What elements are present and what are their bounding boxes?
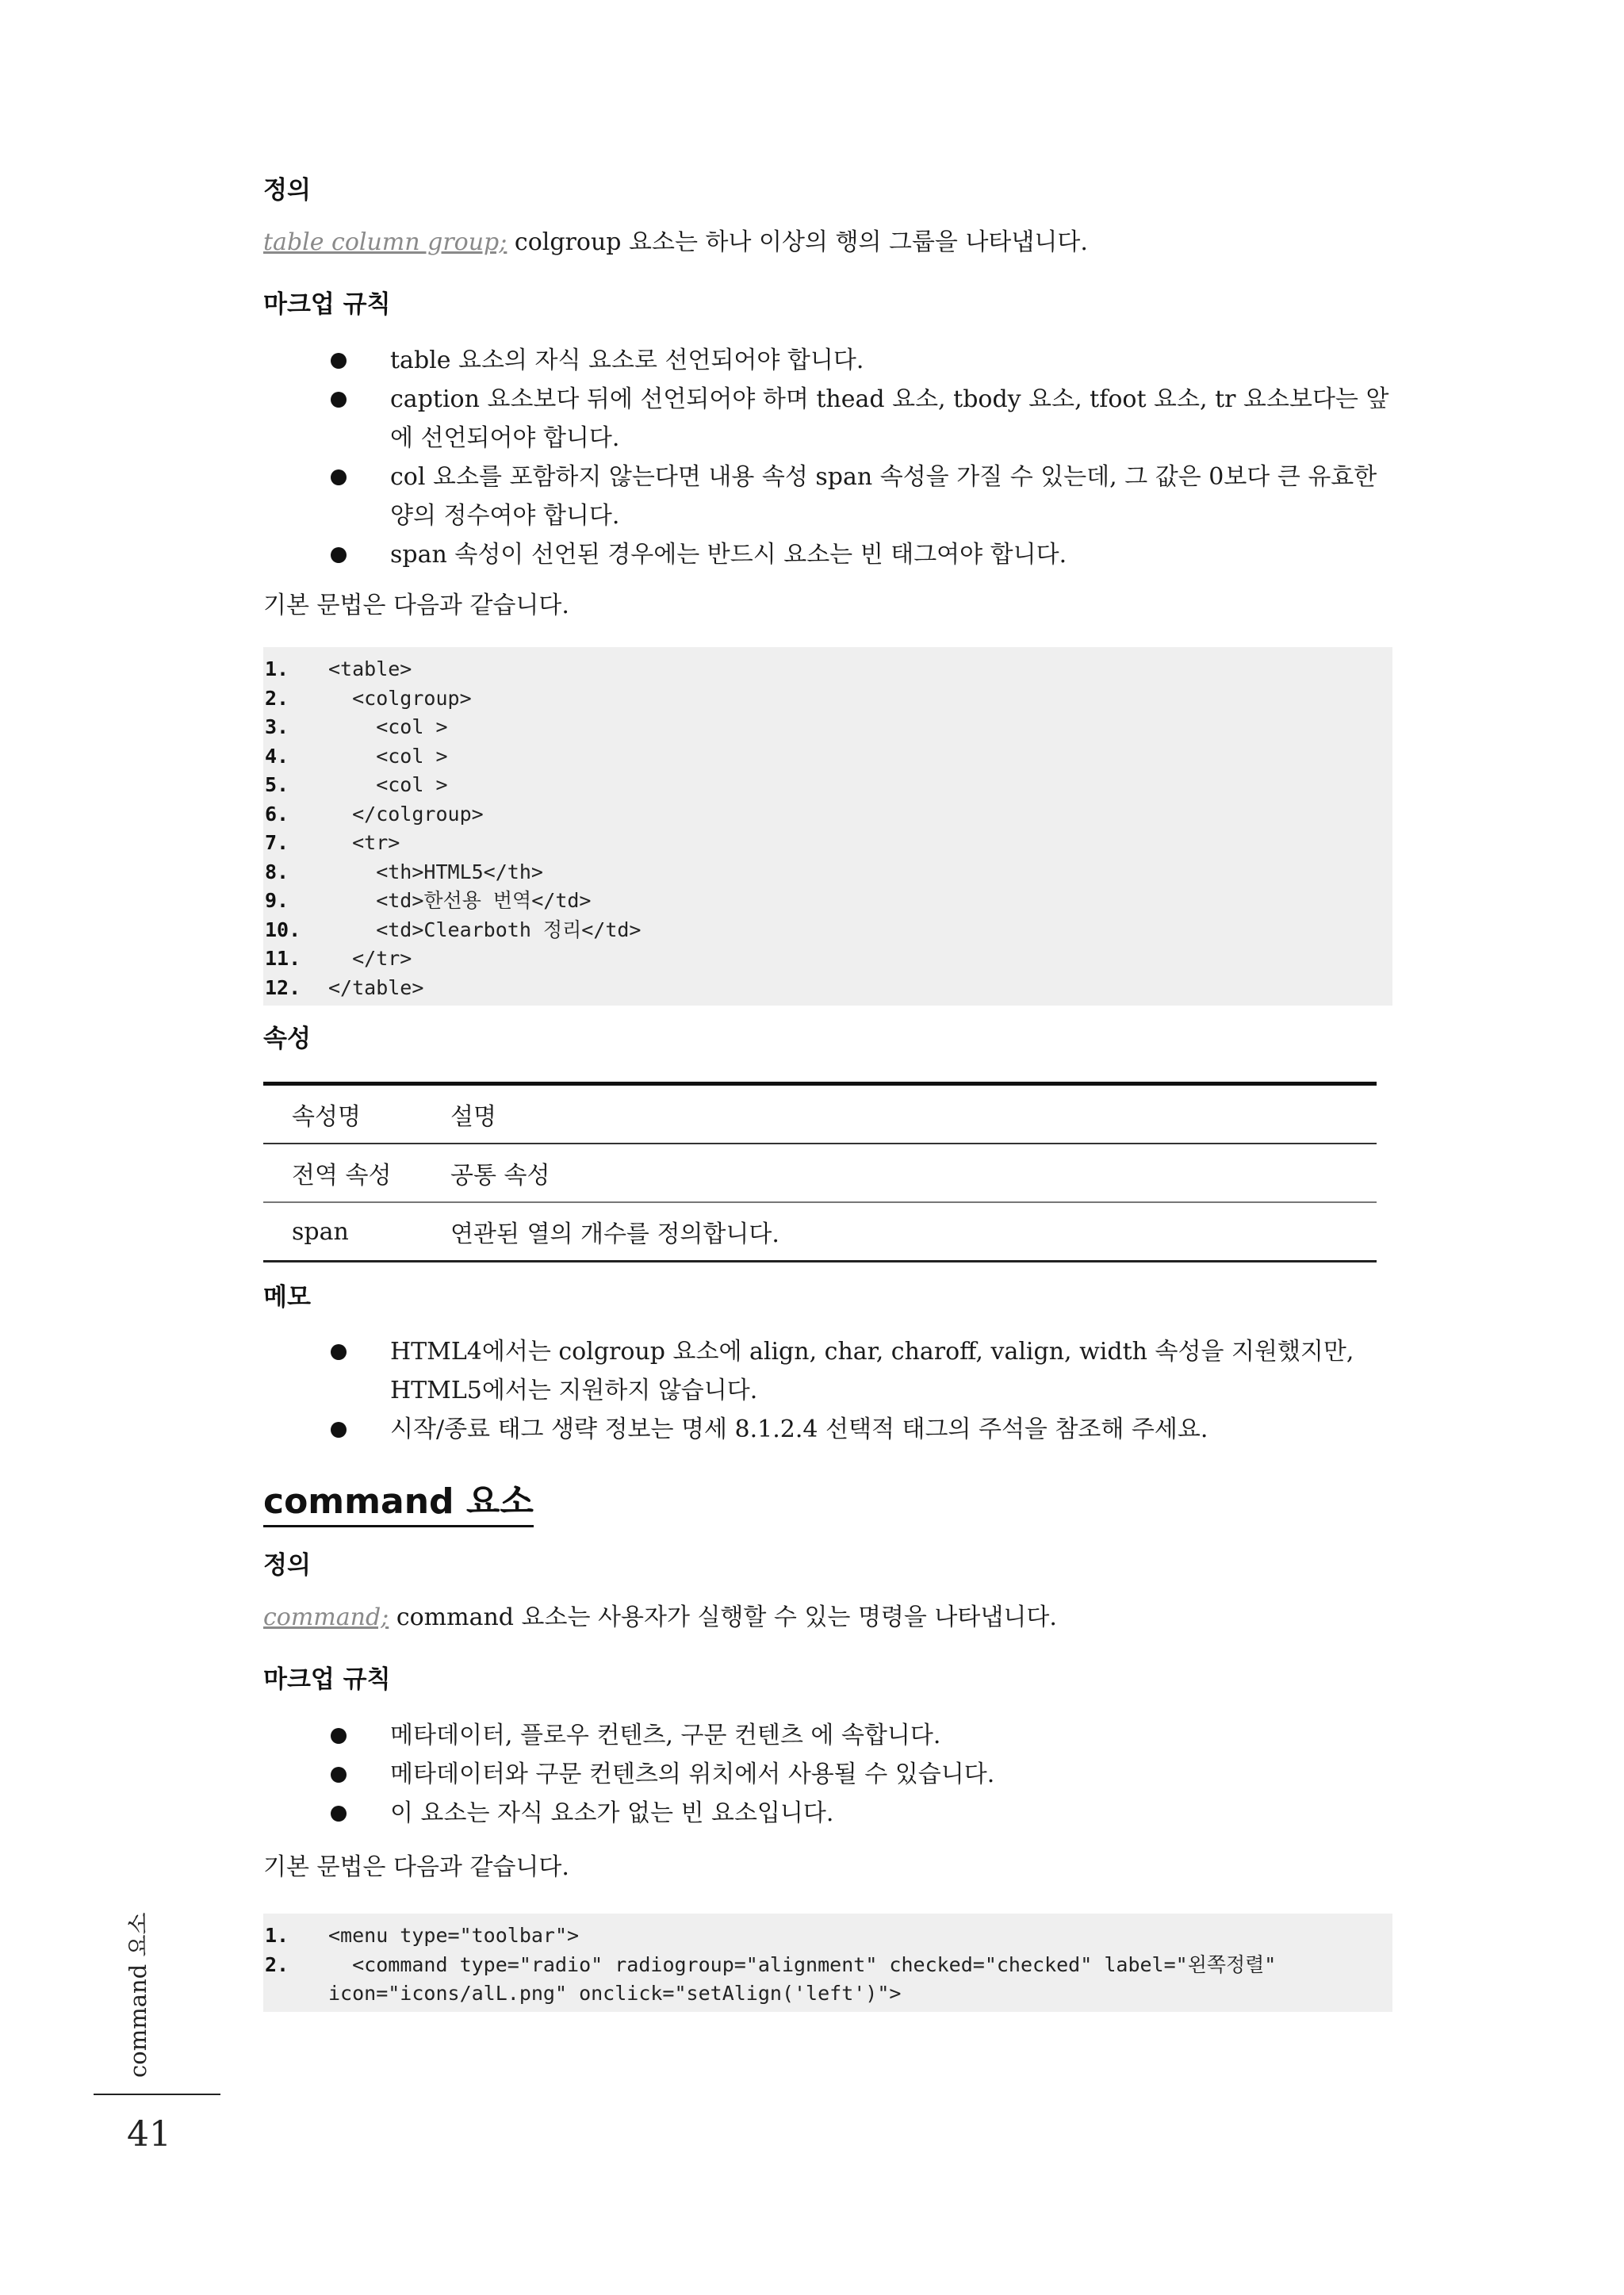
code-text: <tr> <box>328 831 400 854</box>
table-cell: 전역 속성 <box>263 1144 450 1202</box>
line-number: 6. <box>265 802 289 826</box>
line-number: 7. <box>265 831 289 854</box>
definition-paragraph <box>263 1600 1389 1635</box>
code-line <box>263 1921 1392 1951</box>
code-line <box>263 916 1392 945</box>
table-cell: 연관된 열의 개수를 정의합니다. <box>450 1202 1377 1262</box>
line-number: 9. <box>265 889 289 912</box>
line-number: 12. <box>265 975 301 999</box>
line-number: 1. <box>265 657 289 680</box>
code-text: <td>한선용 번역</td> <box>328 889 592 912</box>
code-text: <colgroup> <box>328 686 472 710</box>
table-header-cell: 설명 <box>450 1084 1377 1144</box>
list-item: caption 요소보다 뒤에 선언되어야 하며 thead 요소, tbody 요소, tfoot 요소, tr 요소보다는 앞에 선언되어야 합니다. <box>390 380 1389 458</box>
definition-heading: 정의 <box>263 176 311 205</box>
memo-heading: 메모 <box>263 1283 311 1312</box>
markup-rules-list <box>263 1716 1389 1833</box>
line-number: 11. <box>265 947 301 970</box>
table-row <box>263 1202 1377 1262</box>
line-number: 8. <box>265 860 289 883</box>
code-line <box>263 800 1392 829</box>
markup-rules-heading: 마크업 규칙 <box>263 290 391 319</box>
memo-list <box>263 1332 1389 1449</box>
code-line <box>263 771 1392 800</box>
markup-rules-heading: 마크업 규칙 <box>263 1665 391 1694</box>
attributes-table <box>263 1082 1377 1262</box>
code-text: <col > <box>328 744 448 768</box>
section-title: command 요소 <box>263 1479 534 1527</box>
code-text: <command type="radio" radiogroup="alignment" checked="checked" label="왼쪽정렬" icon="icons/alL.png" onclick="setAlign('left')"> <box>328 1952 1277 2005</box>
code-block <box>263 647 1392 1006</box>
code-line <box>263 684 1392 714</box>
list-item: col 요소를 포함하지 않는다면 내용 속성 span 속성을 가질 수 있는데, 그 값은 0보다 큰 유효한 양의 정수여야 합니다. <box>390 458 1389 535</box>
code-line <box>263 974 1392 1003</box>
page-content <box>263 174 1389 2012</box>
definition-heading: 정의 <box>263 1551 311 1580</box>
definition-text: colgroup 요소는 하나 이상의 행의 그룹을 나타냅니다. <box>507 228 1088 256</box>
side-chapter-label: command 요소 <box>124 1912 151 2078</box>
code-line <box>263 655 1392 684</box>
definition-text: command 요소는 사용자가 실행할 수 있는 명령을 나타냅니다. <box>389 1603 1057 1631</box>
definition-term: command; <box>263 1603 389 1631</box>
list-item: 메타데이터, 플로우 컨텐츠, 구문 컨텐츠 에 속합니다. <box>390 1716 1389 1755</box>
code-line <box>263 1951 1392 2009</box>
line-number: 2. <box>265 686 289 710</box>
line-number: 1. <box>265 1924 289 1947</box>
list-item: table 요소의 자식 요소로 선언되어야 합니다. <box>390 341 1389 380</box>
table-cell: 공통 속성 <box>450 1144 1377 1202</box>
line-number: 2. <box>265 1952 289 1976</box>
list-item: 이 요소는 자식 요소가 없는 빈 요소입니다. <box>390 1794 1389 1833</box>
code-text: <th>HTML5</th> <box>328 860 543 883</box>
code-line <box>263 858 1392 887</box>
code-line <box>263 713 1392 742</box>
code-text: </tr> <box>328 947 412 970</box>
line-number: 3. <box>265 715 289 738</box>
syntax-intro: 기본 문법은 다음과 같습니다. <box>263 1853 569 1881</box>
table-cell: span <box>263 1202 450 1262</box>
code-line <box>263 944 1392 974</box>
line-number: 10. <box>265 918 301 941</box>
table-header-row <box>263 1084 1377 1144</box>
line-number: 5. <box>265 773 289 796</box>
table-row <box>263 1144 1377 1202</box>
code-text: <table> <box>328 657 412 680</box>
table-header-cell: 속성명 <box>263 1084 450 1144</box>
code-text: <col > <box>328 773 448 796</box>
list-item: HTML4에서는 colgroup 요소에 align, char, charoff, valign, width 속성을 지원했지만, HTML5에서는 지원하지 않습니다. <box>390 1332 1389 1410</box>
code-line <box>263 887 1392 916</box>
code-text: <td>Clearboth 정리</td> <box>328 918 642 941</box>
side-divider <box>94 2094 220 2095</box>
syntax-intro: 기본 문법은 다음과 같습니다. <box>263 592 569 619</box>
list-item: span 속성이 선언된 경우에는 반드시 요소는 빈 태그여야 합니다. <box>390 535 1389 574</box>
definition-paragraph <box>263 225 1389 260</box>
code-text: </colgroup> <box>328 802 484 826</box>
code-line <box>263 742 1392 772</box>
markup-rules-list <box>263 341 1389 574</box>
code-line <box>263 829 1392 858</box>
code-text: <menu type="toolbar"> <box>328 1924 580 1947</box>
attributes-heading: 속성 <box>263 1025 311 1053</box>
definition-term: table column group; <box>263 228 508 256</box>
code-block <box>263 1914 1392 2012</box>
code-text: <col > <box>328 715 448 738</box>
code-text: </table> <box>328 975 424 999</box>
list-item: 메타데이터와 구문 컨텐츠의 위치에서 사용될 수 있습니다. <box>390 1755 1389 1794</box>
list-item: 시작/종료 태그 생략 정보는 명세 8.1.2.4 선택적 태그의 주석을 참조해 주세요. <box>390 1410 1389 1449</box>
line-number: 4. <box>265 744 289 768</box>
page-number: 41 <box>127 2114 171 2155</box>
